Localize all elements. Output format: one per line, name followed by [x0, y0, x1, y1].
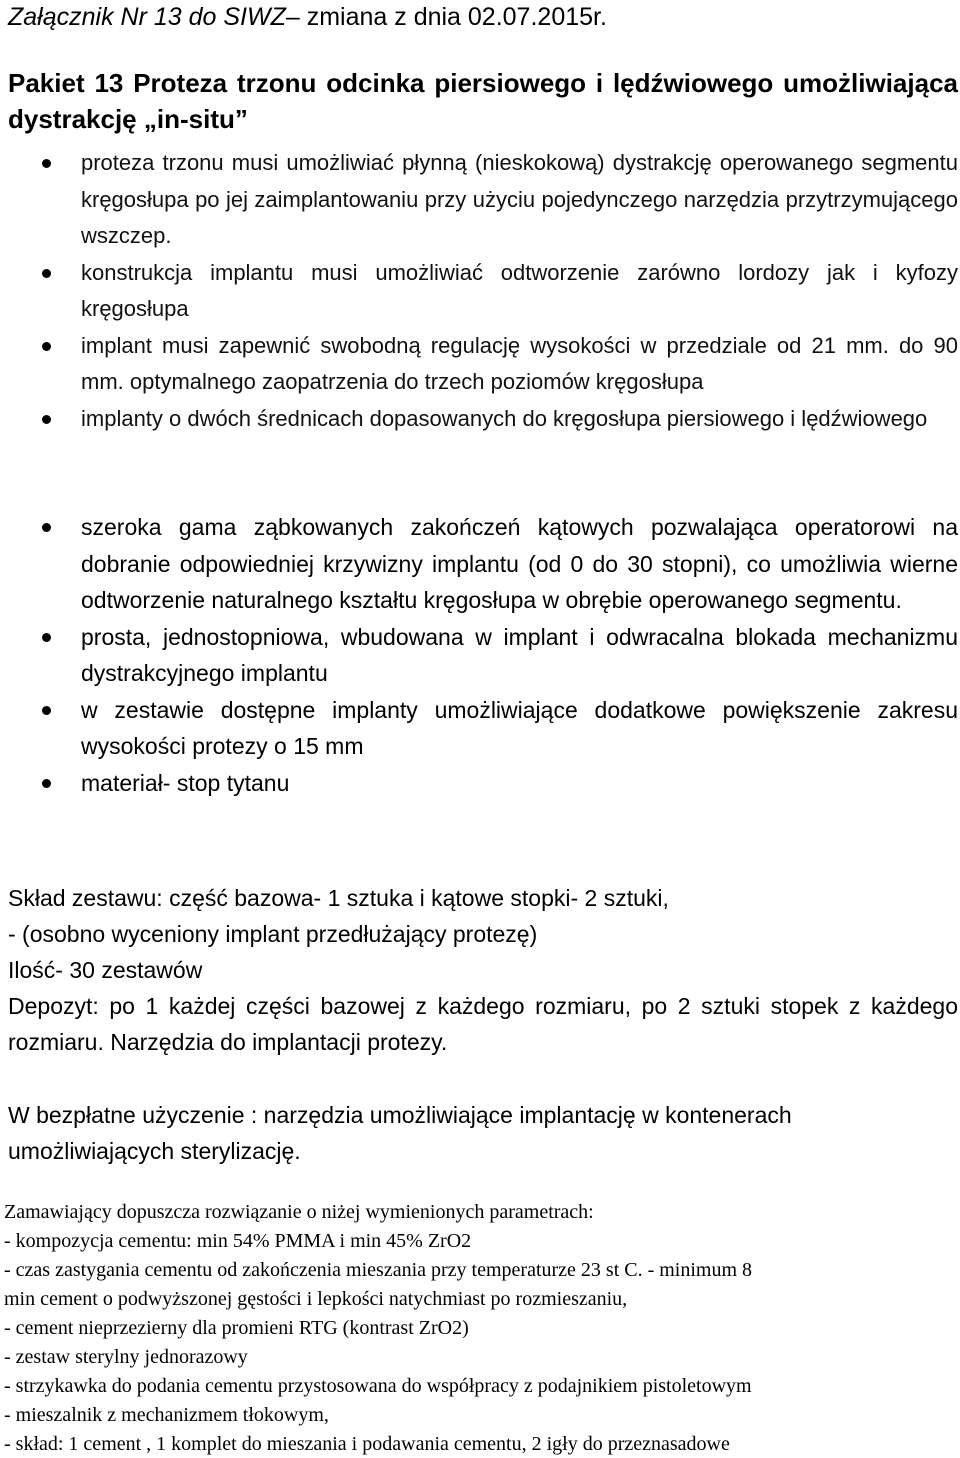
cement-parameter-line: - czas zastygania cementu od zakończenia mieszania przy temperaturze 23 st C. - minimum 8: [4, 1259, 753, 1281]
attachment-reference: Załącznik Nr 13 do SIWZ: [8, 3, 286, 31]
cement-parameter-line: - zestaw sterylny jednorazowy: [4, 1346, 248, 1368]
requirement-item: implant musi zapewnić swobodną regulację wysokości w przedziale od 21 mm. do 90 mm. optymalnego zaopatrzenia do trzech poziomów kręgosłupa: [0, 328, 960, 401]
requirements-list-primary: [0, 145, 960, 437]
amendment-date: – zmiana z dnia 02.07.2015r.: [285, 3, 607, 31]
cement-parameters-section: [4, 1198, 959, 1458]
cement-parameter-line: min cement o podwyższonej gęstości i lepkości natychmiast po rozmieszaniu,: [4, 1288, 628, 1310]
requirement-item: implanty o dwóch średnicach dopasowanych do kręgosłupa piersiowego i lędźwiowego: [0, 401, 960, 438]
requirement-item: materiał- stop tytanu: [0, 765, 960, 802]
package-title: Pakiet 13 Proteza trzonu odcinka piersiowego i lędźwiowego umożliwiająca dystrakcję „in-situ”: [8, 68, 958, 134]
requirement-item: proteza trzonu musi umożliwiać płynną (nieskokową) dystrakcję operowanego segmentu kręgosłupa po jej zaimplantowaniu przy użyciu pojedynczego narzędzia przytrzymującego wszczep.: [0, 145, 960, 255]
requirement-item: w zestawie dostępne implanty umożliwiające dodatkowe powiększenie zakresu wysokości protezy o 15 mm: [0, 692, 960, 765]
cement-parameters-intro: Zamawiający dopuszcza rozwiązanie o niżej wymienionych parametrach:: [4, 1201, 594, 1223]
requirements-list-secondary: [0, 509, 960, 801]
cement-parameter-line: - skład: 1 cement , 1 komplet do mieszania i podawania cementu, 2 igły do przeznasadowe: [4, 1433, 730, 1455]
set-composition-section: [8, 880, 958, 1060]
requirement-item: szeroka gama ząbkowanych zakończeń kątowych pozwalająca operatorowi na dobranie odpowiedniej krzywizny implantu (od 0 do 30 stopni), co umożliwia wierne odtworzenie naturalnego kształtu kręgosłupa w obrębie operowanego segmentu.: [0, 509, 960, 619]
quantity: Ilość- 30 zestawów: [8, 957, 203, 983]
cement-parameter-line: - mieszalnik z mechanizmem tłokowym,: [4, 1404, 329, 1426]
set-composition: Skład zestawu: część bazowa- 1 sztuka i kątowe stopki- 2 sztuki,: [8, 885, 669, 911]
attachment-header: [8, 0, 953, 34]
deposit: Depozyt: po 1 każdej części bazowej z każdego rozmiaru, po 2 sztuki stopek z każdego rozmiaru. Narzędzia do implantacji protezy.: [8, 993, 958, 1055]
requirement-item: konstrukcja implantu musi umożliwiać odtworzenie zarówno lordozy jak i kyfozy kręgosłupa: [0, 255, 960, 328]
requirement-item: prosta, jednostopniowa, wbudowana w implant i odwracalna blokada mechanizmu dystrakcyjnego implantu: [0, 619, 960, 692]
cement-parameter-line: - kompozycja cementu: min 54% PMMA i min 45% ZrO2: [4, 1230, 472, 1252]
free-loan-paragraph: W bezpłatne użyczenie : narzędzia umożliwiające implantację w kontenerach umożliwiających sterylizację.: [8, 1102, 792, 1164]
cement-parameter-line: - strzykawka do podania cementu przystosowana do współpracy z podajnikiem pistoletowym: [4, 1375, 752, 1397]
cement-parameter-line: - cement nieprzezierny dla promieni RTG (kontrast ZrO2): [4, 1317, 469, 1339]
separately-priced-note: - (osobno wyceniony implant przedłużający protezę): [8, 921, 538, 947]
